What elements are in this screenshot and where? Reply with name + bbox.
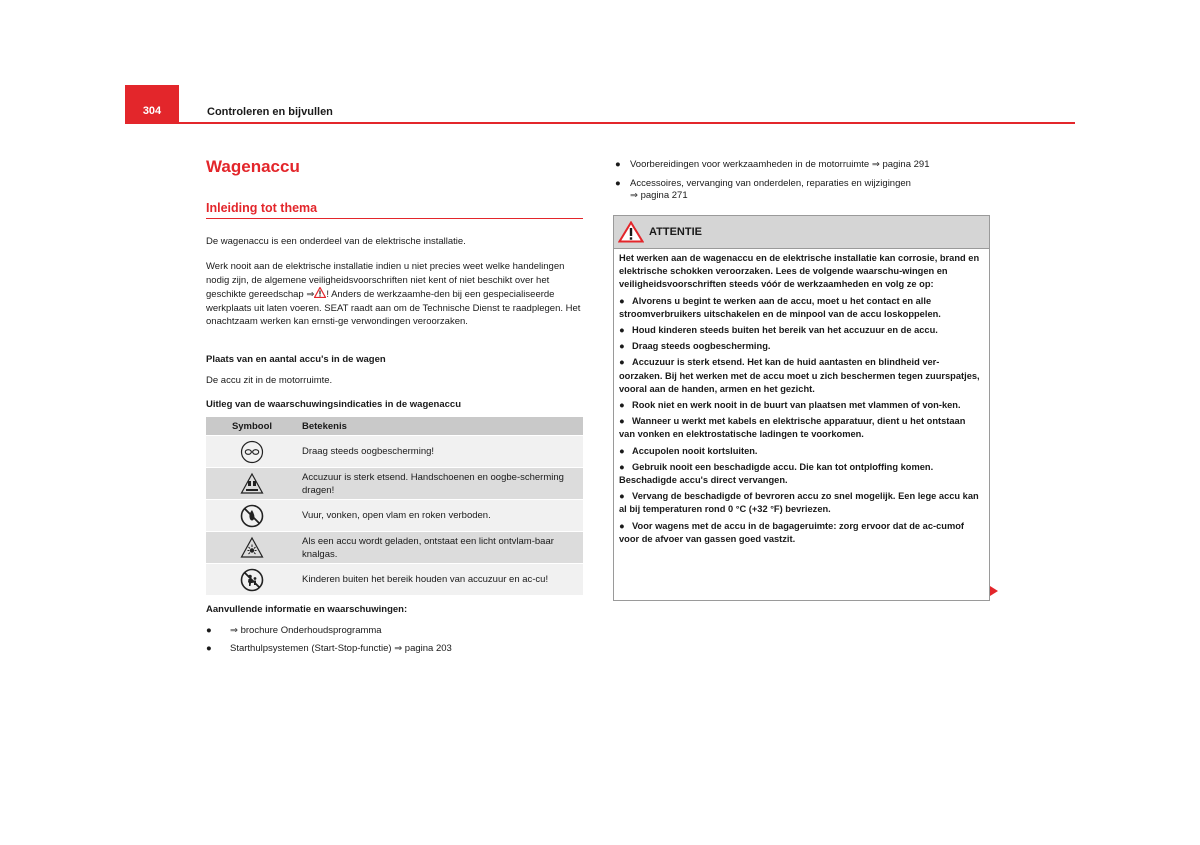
- subtitle-rule: [206, 218, 583, 219]
- attention-body: [619, 252, 981, 549]
- warning-triangle-icon: [618, 221, 644, 243]
- subtitle: Inleiding tot thema: [206, 201, 318, 215]
- list-item: [206, 624, 382, 637]
- location-text: De accu zit in de motorruimte.: [206, 375, 333, 386]
- continue-arrow-icon: [990, 586, 998, 596]
- section-title: Controleren en bijvullen: [207, 106, 333, 118]
- heading-location: Plaats van en aantal accu's in de wagen: [206, 354, 386, 365]
- heading-additional: Aanvullende informatie en waarschuwingen:: [206, 604, 408, 615]
- page-title: Wagenaccu: [206, 157, 300, 176]
- attention-item: ● Accuzuur is sterk etsend. Het kan de huid aantasten en blindheid ver-oorzaken. Bij het werken met de accu moet u zich beschermen tegen zuurspatjes, vooral aan de handen, armen en het gezicht.: [619, 357, 980, 394]
- heading-table: Uitleg van de waarschuwingsindicaties in de wagenaccu: [206, 399, 461, 410]
- attention-item: ● Alvorens u begint te werken aan de accu, moet u het contact en alle stroomverbruikers uitschakelen en de minpool van de accu loskoppelen.: [619, 295, 941, 319]
- list-item-continuation: ⇒ pagina 271: [630, 190, 688, 201]
- attention-item: ● Draag steeds oogbescherming.: [619, 340, 981, 353]
- attention-item: ● Houd kinderen steeds buiten het bereik van het accuzuur en de accu.: [619, 324, 981, 337]
- table-cell-meaning: Accuzuur is sterk etsend. Handschoenen en oogbe-scherming dragen!: [298, 468, 583, 500]
- list-item-text: Voorbereidingen voor werkzaamheden in de motorruimte ⇒ pagina 291: [630, 159, 930, 170]
- attention-item: ● Rook niet en werk nooit in de buurt van plaatsen met vlammen of von-ken.: [619, 399, 981, 412]
- corrosive-acid-icon: [240, 472, 264, 496]
- table-cell-meaning: Vuur, vonken, open vlam en roken verboden.: [298, 500, 583, 532]
- attention-item: ● Voor wagens met de accu in de bagageruimte: zorg ervoor dat de ac-cumof voor de afvoer van gassen goed vastzit.: [619, 520, 965, 544]
- warning-triangle-icon: [314, 287, 326, 298]
- bullet-icon: ●: [619, 400, 625, 411]
- col-meaning: Betekenis: [298, 417, 583, 436]
- list-item: [615, 158, 1005, 172]
- attention-header: [614, 216, 989, 249]
- list-item-text: Accessoires, vervanging van onderdelen, reparaties en wijzigingen: [630, 178, 911, 189]
- bullet-icon: ●: [619, 461, 625, 472]
- bullet-icon: ●: [615, 178, 621, 189]
- table-row: [206, 532, 583, 564]
- header-rule: [125, 122, 1075, 124]
- bullet-icon: ●: [619, 416, 625, 427]
- list-item-text: Starthulpsystemen (Start-Stop-functie) ⇒ pagina 203: [230, 643, 452, 654]
- bullet-icon: ●: [615, 159, 621, 170]
- attention-title: ATTENTIE: [649, 226, 702, 238]
- table-row: [206, 436, 583, 468]
- bullet-icon: ●: [619, 341, 625, 352]
- page-number-box: [125, 85, 179, 123]
- bullet-icon: ●: [619, 491, 625, 502]
- no-fire-icon: [240, 504, 264, 528]
- table-row: [206, 468, 583, 500]
- bullet-icon: ●: [619, 295, 625, 306]
- bullet-icon: ●: [619, 445, 625, 456]
- attention-intro: Het werken aan de wagenaccu en de elektrische installatie kan corrosie, brand en elektrische schokken veroorzaken. Lees de volgende waarschu-wingen en veiligheidsvoorschriften steeds vóór de werkzaamheden en volg ze op:: [619, 253, 980, 290]
- intro-paragraph: De wagenaccu is een onderdeel van de elektrische installatie.: [206, 236, 466, 247]
- bullet-icon: ●: [619, 357, 625, 368]
- explosive-gas-icon: [240, 536, 264, 560]
- table-cell-meaning: Draag steeds oogbescherming!: [298, 436, 583, 468]
- warning-paragraph: [206, 260, 583, 329]
- page-number: 304: [142, 105, 162, 117]
- symbol-table: [206, 417, 583, 595]
- warning-paragraph-part2: ! Anders de werkzaamhe-den bij een gespecialiseerde werkplaats uit laten voeren. SEAT raadt aan om de Technische Dienst te raadplegen. Het onachtzaam werken kan ernsti-ge verwondingen veroorzaken.: [206, 289, 581, 328]
- col-symbol: Symbool: [206, 417, 298, 436]
- bullet-icon: ●: [619, 520, 625, 531]
- keep-from-children-icon: [240, 568, 264, 592]
- bullet-icon: ●: [619, 325, 625, 336]
- attention-item: ● Accupolen nooit kortsluiten.: [619, 445, 981, 458]
- bullet-icon: ●: [206, 625, 212, 636]
- attention-item: ● Vervang de beschadigde of bevroren accu zo snel mogelijk. Een lege accu kan al bij temperaturen rond 0 °C (+32 °F) bevriezen.: [619, 491, 979, 515]
- table-header-row: [206, 417, 583, 436]
- table-row: [206, 500, 583, 532]
- warning-paragraph-part1: Werk nooit aan de elektrische installatie indien u niet precies weet welke handelingen nodig zijn, de algemene veiligheidsvoorschriften niet kent of niet beschikt over het geschikte gereedschap ⇒: [206, 261, 565, 301]
- bullet-icon: ●: [206, 643, 212, 654]
- list-item: [206, 642, 452, 655]
- attention-item: ● Gebruik nooit een beschadigde accu. Die kan tot ontploffing komen. Beschadigde accu's direct vervangen.: [619, 461, 934, 486]
- attention-box: [613, 215, 990, 601]
- table-cell-meaning: Als een accu wordt geladen, ontstaat een licht ontvlam-baar knalgas.: [298, 532, 583, 564]
- eye-protection-icon: [240, 440, 264, 464]
- table-cell-meaning: Kinderen buiten het bereik houden van accuzuur en ac-cu!: [298, 564, 583, 596]
- list-item: [615, 177, 1005, 191]
- list-item-text: ⇒ brochure Onderhoudsprogramma: [230, 625, 382, 636]
- attention-item: ● Wanneer u werkt met kabels en elektrische apparatuur, dient u het ontstaan van vonken en elektrostatische ladingen te voorkomen.: [619, 416, 966, 440]
- table-row: [206, 564, 583, 596]
